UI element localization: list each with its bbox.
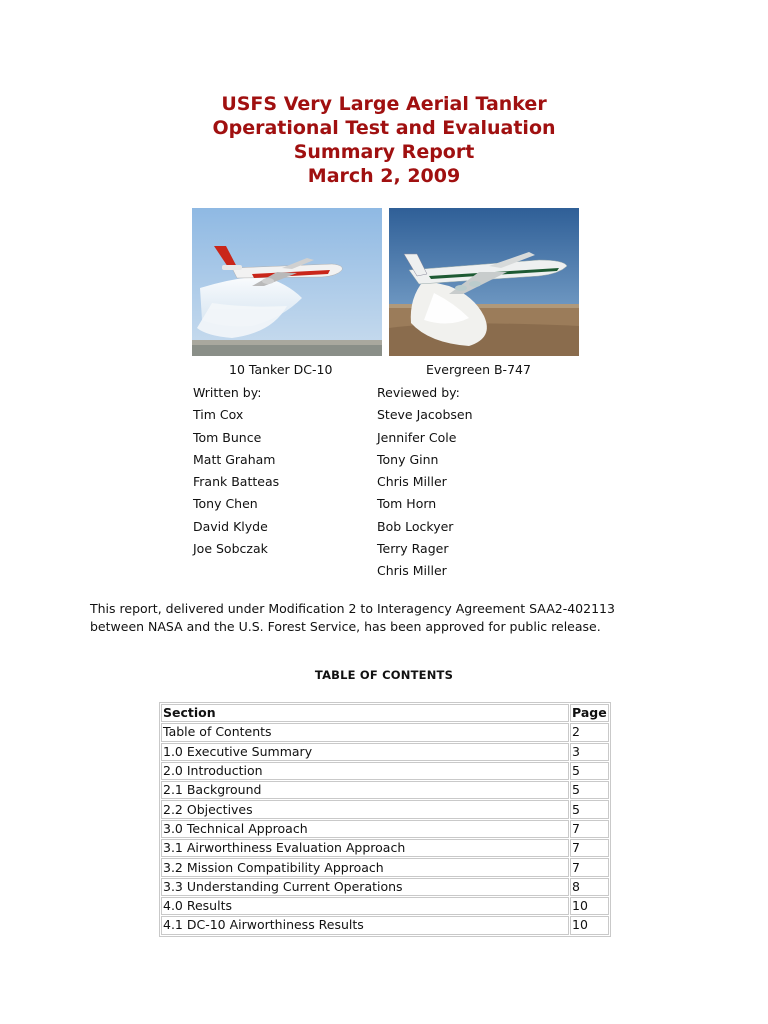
toc-page: 5 (570, 800, 609, 818)
report-title (0, 92, 768, 188)
toc-section: 3.1 Airworthiness Evaluation Approach (161, 839, 569, 857)
toc-page: 5 (570, 781, 609, 799)
author-name: Matt Graham (193, 451, 276, 467)
toc-section: 2.2 Objectives (161, 800, 569, 818)
table-row (161, 897, 609, 915)
release-line-2: between NASA and the U.S. Forest Service, has been approved for public release. (90, 619, 601, 634)
table-row (161, 723, 609, 741)
toc-col-page: Page (570, 704, 609, 722)
dc10-caption: 10 Tanker DC-10 (229, 362, 333, 377)
author-name: David Klyde (193, 518, 268, 534)
title-line-3: Summary Report (293, 141, 475, 163)
reviewed-by-list (377, 384, 473, 585)
toc-page: 10 (570, 897, 609, 915)
table-row (161, 781, 609, 799)
reviewer-name: Steve Jacobsen (377, 407, 473, 423)
release-statement (90, 600, 690, 636)
table-row (161, 762, 609, 780)
written-by-label: Written by: (193, 385, 262, 400)
author-name: Frank Batteas (193, 474, 280, 490)
table-row (161, 839, 609, 857)
toc-section: 4.0 Results (161, 897, 569, 915)
title-line-1: USFS Very Large Aerial Tanker (221, 93, 547, 115)
author-name: Joe Sobczak (193, 541, 268, 557)
table-row (161, 800, 609, 818)
toc-section: 2.1 Background (161, 781, 569, 799)
toc-header-row (161, 704, 609, 722)
title-line-2: Operational Test and Evaluation (212, 117, 556, 139)
reviewer-name: Chris Miller (377, 563, 447, 579)
toc-page: 2 (570, 723, 609, 741)
title-date: March 2, 2009 (307, 165, 461, 187)
author-name: Tony Chen (193, 496, 258, 512)
reviewer-name: Terry Rager (377, 541, 449, 557)
toc-page: 5 (570, 762, 609, 780)
table-row (161, 858, 609, 876)
table-row (161, 743, 609, 761)
toc-heading: TABLE OF CONTENTS (314, 668, 454, 682)
table-row (161, 820, 609, 838)
table-row (161, 878, 609, 896)
reviewer-name: Bob Lockyer (377, 518, 454, 534)
toc-page: 10 (570, 916, 609, 934)
b747-caption: Evergreen B-747 (426, 362, 531, 377)
toc-col-section: Section (161, 704, 569, 722)
toc-table (159, 702, 611, 937)
toc-page: 7 (570, 839, 609, 857)
toc-page: 8 (570, 878, 609, 896)
reviewer-name: Chris Miller (377, 474, 447, 490)
toc-page: 3 (570, 743, 609, 761)
toc-section: Table of Contents (161, 723, 569, 741)
toc-page: 7 (570, 858, 609, 876)
dc10-tanker-photo (192, 208, 382, 356)
reviewer-name: Tom Horn (377, 496, 437, 512)
author-name: Tim Cox (193, 407, 244, 423)
toc-page: 7 (570, 820, 609, 838)
reviewer-name: Jennifer Cole (377, 429, 457, 445)
author-name: Tom Bunce (193, 429, 262, 445)
b747-tanker-photo (389, 208, 579, 356)
toc-section: 3.0 Technical Approach (161, 820, 569, 838)
toc-section: 4.1 DC-10 Airworthiness Results (161, 916, 569, 934)
toc-section: 3.2 Mission Compatibility Approach (161, 858, 569, 876)
written-by-list (193, 384, 279, 562)
toc-section: 1.0 Executive Summary (161, 743, 569, 761)
reviewed-by-label: Reviewed by: (377, 385, 460, 400)
toc-section: 2.0 Introduction (161, 762, 569, 780)
table-row (161, 916, 609, 934)
toc-section: 3.3 Understanding Current Operations (161, 878, 569, 896)
reviewer-name: Tony Ginn (377, 451, 439, 467)
release-line-1: This report, delivered under Modification 2 to Interagency Agreement SAA2-402113 (90, 601, 615, 616)
